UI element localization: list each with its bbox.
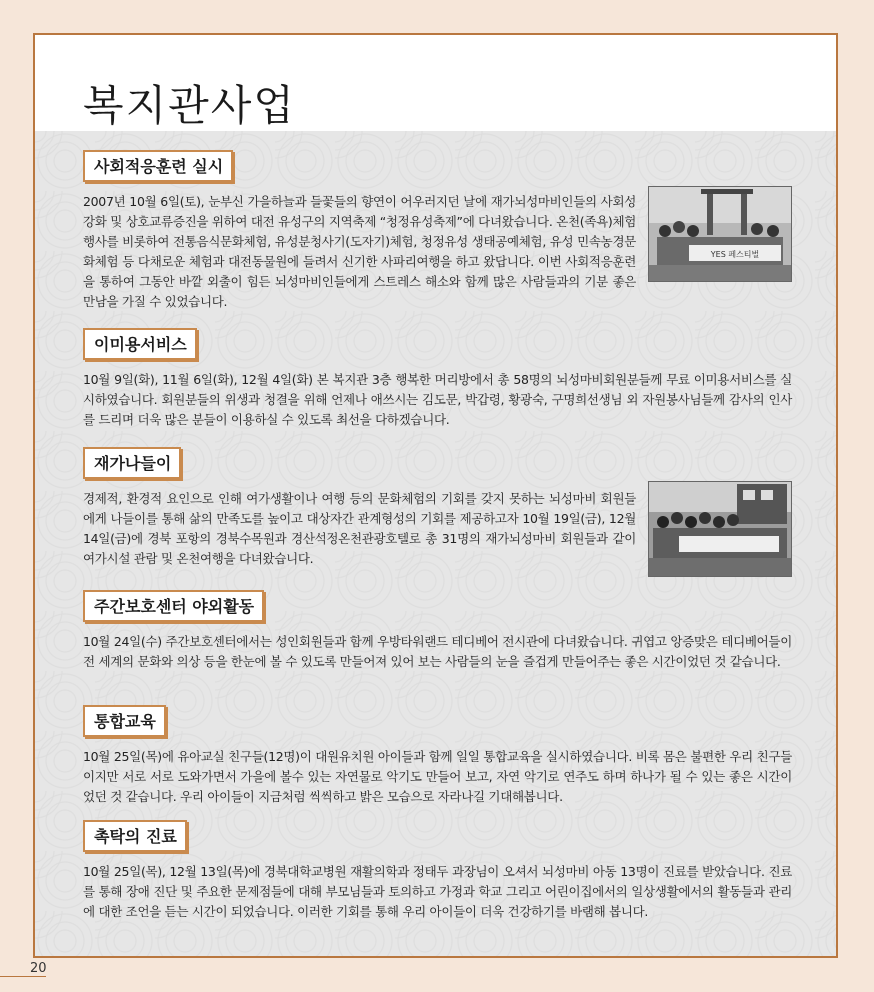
section-medical-care	[83, 820, 792, 922]
section-beauty-service	[83, 328, 792, 430]
section-body: 10월 9일(화), 11월 6일(화), 12월 4일(화) 본 복지관 3층 행복한 머리방에서 총 58명의 뇌성마비회원분들께 무료 이미용서비스를 실시하였습니다. 회원분들의 위생과 청결을 위해 언제나 애쓰시는 김도문, 박갑령, 황광숙, 구명희선생님 외 자원봉사님들께 감사의 인사를 드리며 더욱 많은 분들이 이용하실 수 있도록 최선을 다하겠습니다.	[83, 372, 792, 427]
title-area	[35, 35, 836, 131]
section-heading: 이미용서비스	[83, 328, 197, 360]
section-body: 경제적, 환경적 요인으로 인해 여가생활이나 여행 등의 문화체험의 기회를 갖지 못하는 뇌성마비 회원들에게 나들이를 통해 삶의 만족도를 높이고 대상자간 관계형성의 기회를 제공하고자 10월 19일(금), 12월 14일(금)에 경북 포항의 경북수목원과 경산석정온천관광호텔로 총 31명의 재가뇌성마비 회원들과 같이 여가시설 관람 및 온천여행을 다녀왔습니다.	[83, 491, 636, 566]
section-outing	[83, 447, 792, 569]
festival-photo-image	[649, 187, 791, 281]
section-heading: 주간보호센터 야외활동	[83, 590, 264, 622]
festival-photo	[648, 186, 792, 282]
section-body: 10월 25일(목), 12월 13일(목)에 경북대학교병원 재활의학과 정태두 과장님이 오셔서 뇌성마비 아동 13명이 진료를 받았습니다. 진료를 통해 장애 진단 및 주요한 문제점들에 대해 부모님들과 토의하고 가정과 학교 그리고 어린이집에서의 일상생활에서의 활동들과 관리에 대한 조언을 듣는 시간이 되었습니다. 이러한 기회를 통해 우리 아이들이 더욱 건강하기를 바램해 봅니다.	[83, 864, 792, 919]
section-day-care-outing	[83, 590, 792, 672]
page-title: 복지관사업	[83, 81, 296, 130]
outing-group-photo	[648, 481, 792, 577]
page-frame	[33, 33, 838, 958]
section-body: 2007년 10월 6일(토), 눈부신 가을하늘과 들꽃들의 향연이 어우러지던 날에 재가뇌성마비인들의 사회성 강화 및 상호교류증진을 위하여 대전 유성구의 지역축제 “청정유성축제”에 다녀왔습니다. 온천(족욕)체험행사를 비롯하여 전통음식문화체험, 유성분청사기(도자기)체험, 청정유성 생태공예체험, 유성 민속농경문화체험 등 다채로운 체험과 대전동물원에 들려서 신기한 사파리여행을 하고 왔답니다. 이번 사회적응훈련을 통하여 그동안 바깥 외출이 힘든 뇌성마비인들에게 스트레스 해소와 함께 많은 사람들과의 기분 좋은 만남을 가질 수 있었습니다.	[83, 194, 636, 309]
section-heading: 사회적응훈련 실시	[83, 150, 233, 182]
content-area	[35, 131, 836, 956]
section-body: 10월 25일(목)에 유아교실 친구들(12명)이 대원유치원 아이들과 함께 일일 통합교육을 실시하였습니다. 비록 몸은 불편한 우리 친구들이지만 서로 서로 도와가면서 가을에 볼수 있는 자연물로 악기도 만들어 보고, 자연 악기로 연주도 하며 하나가 될 수 있는 좋은 시간이었던 것 같습니다. 우리 아이들이 지금처럼 씩씩하고 밝은 모습으로 자라나길 기대해봅니다.	[83, 749, 792, 804]
page-number-rule	[0, 976, 46, 977]
section-heading: 재가나들이	[83, 447, 181, 479]
section-heading: 통합교육	[83, 705, 166, 737]
section-body: 10월 24일(수) 주간보호센터에서는 성인회원들과 함께 우방타워랜드 테디베어 전시관에 다녀왔습니다. 귀엽고 앙증맞은 테디베어들이 전 세계의 문화와 의상 등을 한눈에 볼 수 있도록 만들어져 있어 보는 사람들의 눈을 즐겁게 만들어주는 좋은 시간이었던 것 같습니다.	[83, 634, 792, 669]
banner-text: YES 페스티벌	[710, 250, 760, 259]
section-heading: 촉탁의 진료	[83, 820, 187, 852]
section-integrated-education	[83, 705, 792, 807]
section-social-training	[83, 150, 792, 312]
page-number: 20	[30, 961, 47, 976]
